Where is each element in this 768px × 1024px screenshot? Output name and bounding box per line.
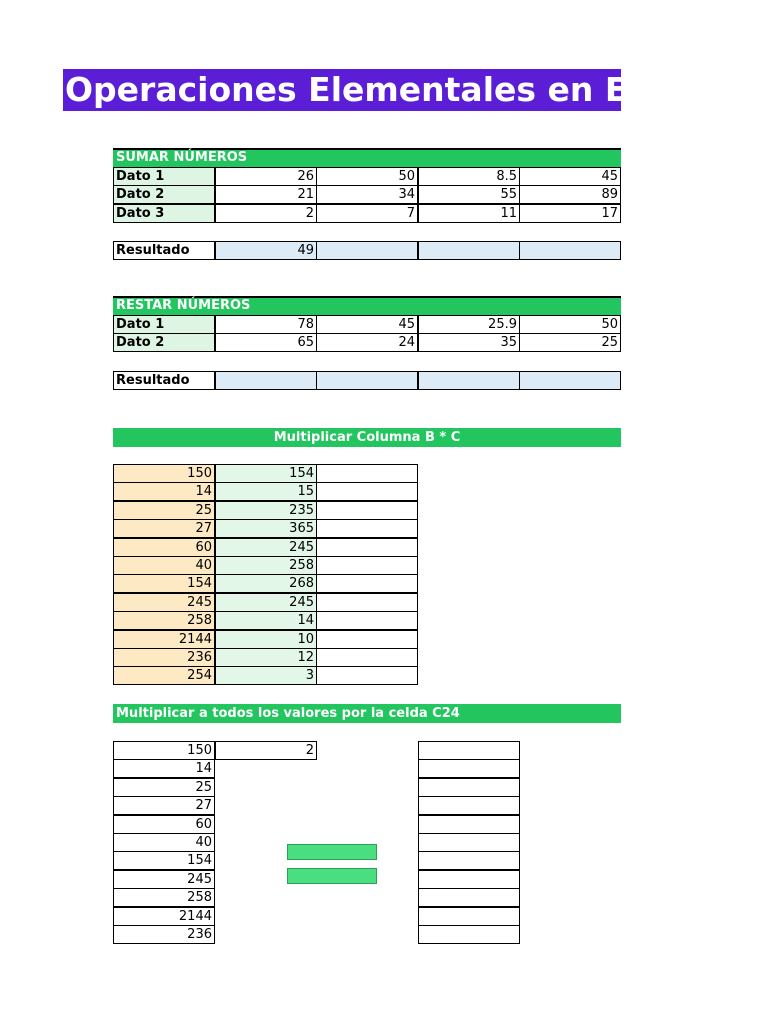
- data-cell[interactable]: 7: [316, 204, 418, 223]
- product-cell[interactable]: [316, 574, 418, 593]
- result-cell[interactable]: [418, 796, 520, 815]
- data-cell[interactable]: 50: [316, 167, 418, 186]
- data-cell[interactable]: 26: [215, 167, 317, 186]
- product-cell[interactable]: [316, 538, 418, 557]
- result-cell[interactable]: [418, 870, 520, 889]
- value-cell[interactable]: 14: [113, 759, 215, 778]
- data-cell[interactable]: 25: [519, 333, 621, 352]
- value-cell[interactable]: 40: [113, 833, 215, 852]
- result-cell[interactable]: [418, 815, 520, 834]
- product-cell[interactable]: [316, 464, 418, 483]
- row-label: Dato 2: [113, 333, 215, 352]
- column-b-cell[interactable]: 2144: [113, 630, 215, 649]
- column-c-cell[interactable]: 10: [215, 630, 317, 649]
- column-c-cell[interactable]: 245: [215, 593, 317, 612]
- data-cell[interactable]: 89: [519, 185, 621, 204]
- row-label: Dato 3: [113, 204, 215, 223]
- resultado-cell[interactable]: [519, 241, 621, 260]
- product-cell[interactable]: [316, 593, 418, 612]
- column-b-cell[interactable]: 245: [113, 593, 215, 612]
- column-b-cell[interactable]: 60: [113, 538, 215, 557]
- resultado-label: Resultado: [113, 371, 215, 390]
- product-cell[interactable]: [316, 666, 418, 685]
- column-b-cell[interactable]: 258: [113, 611, 215, 630]
- value-cell[interactable]: 245: [113, 870, 215, 889]
- value-cell[interactable]: 27: [113, 796, 215, 815]
- value-cell[interactable]: 25: [113, 778, 215, 797]
- value-cell[interactable]: 60: [113, 815, 215, 834]
- row-label: Dato 1: [113, 167, 215, 186]
- data-cell[interactable]: 17: [519, 204, 621, 223]
- data-cell[interactable]: 21: [215, 185, 317, 204]
- multiplicar-c24-header: Multiplicar a todos los valores por la celda C24: [113, 704, 621, 723]
- column-c-cell[interactable]: 3: [215, 666, 317, 685]
- product-cell[interactable]: [316, 630, 418, 649]
- resultado-cell[interactable]: [418, 241, 520, 260]
- product-cell[interactable]: [316, 501, 418, 520]
- column-c-cell[interactable]: 15: [215, 482, 317, 501]
- result-cell[interactable]: [418, 759, 520, 778]
- column-b-cell[interactable]: 154: [113, 574, 215, 593]
- resultado-cell[interactable]: [316, 371, 418, 390]
- column-b-cell[interactable]: 254: [113, 666, 215, 685]
- result-cell[interactable]: [418, 851, 520, 870]
- data-cell[interactable]: 25.9: [418, 315, 520, 334]
- column-b-cell[interactable]: 25: [113, 501, 215, 520]
- value-cell[interactable]: 154: [113, 851, 215, 870]
- multiplier-cell[interactable]: 2: [215, 741, 317, 760]
- column-c-cell[interactable]: 12: [215, 648, 317, 667]
- data-cell[interactable]: 8.5: [418, 167, 520, 186]
- product-cell[interactable]: [316, 611, 418, 630]
- column-b-cell[interactable]: 150: [113, 464, 215, 483]
- column-c-cell[interactable]: 14: [215, 611, 317, 630]
- data-cell[interactable]: 78: [215, 315, 317, 334]
- value-cell[interactable]: 236: [113, 925, 215, 944]
- row-label: Dato 2: [113, 185, 215, 204]
- data-cell[interactable]: 11: [418, 204, 520, 223]
- data-cell[interactable]: 24: [316, 333, 418, 352]
- column-c-cell[interactable]: 245: [215, 538, 317, 557]
- resultado-cell[interactable]: [519, 371, 621, 390]
- resultado-cell[interactable]: [316, 241, 418, 260]
- resultado-label: Resultado: [113, 241, 215, 260]
- value-cell[interactable]: 258: [113, 888, 215, 907]
- macro-button-1[interactable]: [287, 844, 377, 860]
- result-cell[interactable]: [418, 925, 520, 944]
- result-cell[interactable]: [418, 888, 520, 907]
- data-cell[interactable]: 45: [316, 315, 418, 334]
- column-c-cell[interactable]: 268: [215, 574, 317, 593]
- restar-header: RESTAR NÚMEROS: [113, 296, 621, 315]
- multiplicar-bc-header: Multiplicar Columna B * C: [113, 428, 621, 447]
- result-cell[interactable]: [418, 741, 520, 760]
- data-cell[interactable]: 34: [316, 185, 418, 204]
- value-cell[interactable]: 2144: [113, 907, 215, 926]
- data-cell[interactable]: 55: [418, 185, 520, 204]
- column-b-cell[interactable]: 40: [113, 556, 215, 575]
- result-cell[interactable]: [418, 778, 520, 797]
- column-c-cell[interactable]: 365: [215, 519, 317, 538]
- column-c-cell[interactable]: 235: [215, 501, 317, 520]
- resultado-cell[interactable]: [418, 371, 520, 390]
- data-cell[interactable]: 45: [519, 167, 621, 186]
- macro-button-2[interactable]: [287, 868, 377, 884]
- page-title: Operaciones Elementales en Excel: [65, 70, 702, 109]
- data-cell[interactable]: 65: [215, 333, 317, 352]
- product-cell[interactable]: [316, 482, 418, 501]
- row-label: Dato 1: [113, 315, 215, 334]
- product-cell[interactable]: [316, 519, 418, 538]
- result-cell[interactable]: [418, 907, 520, 926]
- column-b-cell[interactable]: 14: [113, 482, 215, 501]
- sumar-header: SUMAR NÚMEROS: [113, 148, 621, 167]
- column-b-cell[interactable]: 27: [113, 519, 215, 538]
- column-b-cell[interactable]: 236: [113, 648, 215, 667]
- data-cell[interactable]: 2: [215, 204, 317, 223]
- column-c-cell[interactable]: 154: [215, 464, 317, 483]
- product-cell[interactable]: [316, 556, 418, 575]
- product-cell[interactable]: [316, 648, 418, 667]
- value-cell[interactable]: 150: [113, 741, 215, 760]
- data-cell[interactable]: 35: [418, 333, 520, 352]
- data-cell[interactable]: 50: [519, 315, 621, 334]
- column-c-cell[interactable]: 258: [215, 556, 317, 575]
- resultado-cell[interactable]: [215, 371, 317, 390]
- result-cell[interactable]: [418, 833, 520, 852]
- resultado-cell[interactable]: 49: [215, 241, 317, 260]
